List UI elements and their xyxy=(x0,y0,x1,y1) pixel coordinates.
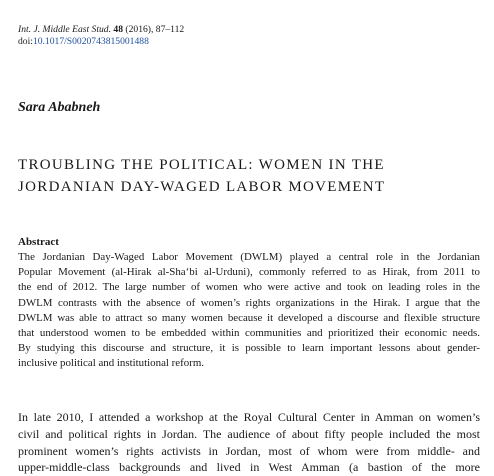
doi-line xyxy=(18,36,478,48)
author-name: Sara Ababneh xyxy=(18,100,101,115)
abstract-line: DWLM was able to attract so many women because it developed a discourse and flexible structure xyxy=(18,311,480,324)
title-line: TROUBLING THE POLITICAL: WOMEN IN THE xyxy=(18,157,385,173)
intro-line: civil and political rights in Jordan. The audience of about fifty people included the most xyxy=(18,426,480,441)
abstract-line: DWLM contrasts with the absence of women’s rights organizations in the Hirak. I argue that the xyxy=(18,296,480,309)
journal-year-pages: (2016), 87–112 xyxy=(125,24,185,35)
intro-line: upper-middle-class backgrounds and lived in West Amman (a bastion of the more xyxy=(18,460,480,475)
abstract-line: the end of 2012. The large number of women who were active and took on leading roles in the xyxy=(18,281,480,294)
abstract-line: Popular Movement (al-Hirak al-Sha‘bi al-Urduni), commonly referred to as Hirak, from 2011 to xyxy=(18,266,480,279)
abstract-line: inclusive political and institutional reform. xyxy=(18,357,205,370)
citation-line xyxy=(18,24,478,36)
journal-volume: 48 xyxy=(113,24,123,35)
journal-citation xyxy=(18,24,478,48)
journal-name: Int. J. Middle East Stud. xyxy=(18,24,111,35)
intro-line: prominent women’s rights activists in Jordan, most of whom were from middle- and xyxy=(18,443,480,458)
abstract-line: By studying this discourse and structure, it is possible to learn important lessons about gender- xyxy=(18,342,480,355)
abstract-line: The Jordanian Day-Waged Labor Movement (DWLM) played a central role in the Jordanian xyxy=(18,251,480,263)
intro-paragraph xyxy=(18,409,480,476)
article-title xyxy=(18,154,478,198)
intro-line: In late 2010, I attended a workshop at the Royal Cultural Center in Amman on women’s xyxy=(18,410,480,424)
title-line: JORDANIAN DAY-WAGED LABOR MOVEMENT xyxy=(18,179,386,195)
abstract-body xyxy=(18,250,480,372)
doi-link[interactable]: 10.1017/S0020743815001488 xyxy=(32,36,149,47)
doi-prefix: doi: xyxy=(18,36,33,47)
abstract-heading: Abstract xyxy=(18,236,59,248)
abstract-line: that understood women to be embedded within communities and prioritized their economic needs. xyxy=(18,327,480,340)
